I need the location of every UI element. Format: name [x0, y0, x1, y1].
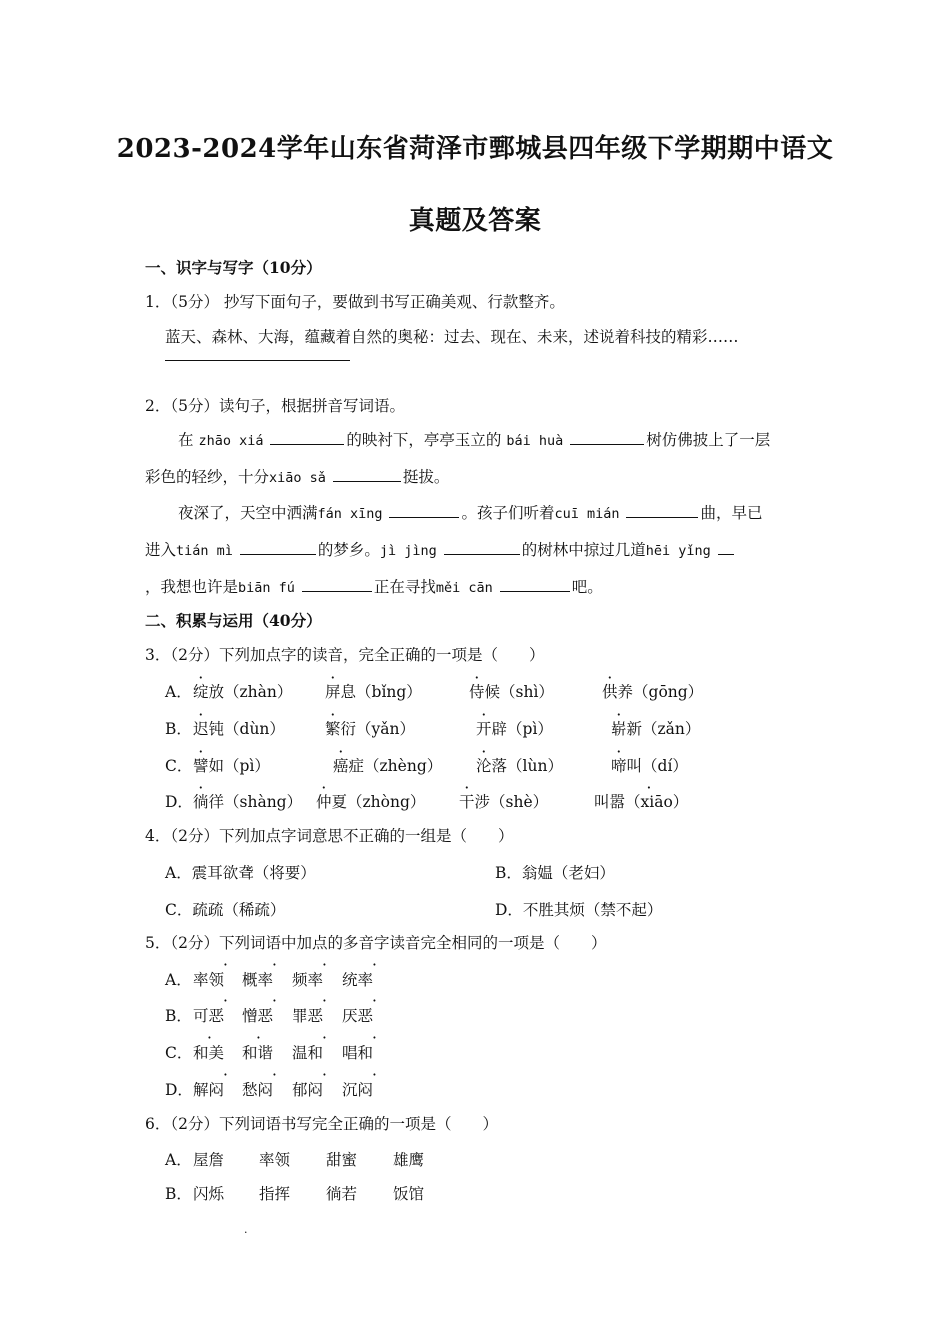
dot-mark: · — [322, 992, 327, 1010]
dotted-char: 沦 — [476, 757, 492, 775]
word-text: 新（zǎn） — [626, 720, 701, 738]
text: 夜深了，天空中洒满 — [178, 504, 318, 522]
word: 和美 — [193, 1044, 225, 1062]
q2-line-5 — [145, 577, 603, 598]
dot-mark: · — [207, 1029, 212, 1047]
dot-mark: · — [372, 956, 377, 974]
q2-stem: 2．（5分）读句子，根据拼音写词语。 — [145, 397, 405, 415]
pinyin: fán xīng — [317, 506, 383, 522]
q1-sentence: 蓝天、森林、大海，蕴藏着自然的奥秘：过去、现在、未来，述说着科技的精彩…… — [165, 328, 739, 346]
dotted-char: 啼 — [611, 757, 627, 775]
text: 曲，早已 — [700, 504, 763, 522]
dotted-char: 绽 — [193, 683, 209, 701]
text: 的树林中掠过几道 — [521, 541, 646, 559]
word: 统率 — [342, 971, 374, 989]
dot-mark: · — [372, 1066, 377, 1084]
word-text: 涉（shè） — [474, 793, 549, 811]
dot-mark: · — [223, 1066, 228, 1084]
dot-mark: · — [372, 1029, 377, 1047]
word-text: 徉（shàng） — [208, 793, 303, 811]
dotted-char: · 嚣（xiāo） — [610, 793, 689, 811]
word: 雄鹰 — [393, 1151, 425, 1169]
word: 和谐 — [242, 1044, 274, 1062]
answer-blank[interactable] — [389, 503, 459, 518]
word-text: 候（shì） — [484, 683, 554, 701]
dot-mark: · — [322, 956, 327, 974]
section-2-heading: 二、积累与运用（40分） — [145, 611, 322, 630]
dot-mark: · — [322, 1029, 327, 1047]
word-text: 钝（dùn） — [208, 720, 285, 738]
word: 郁闷 — [292, 1081, 324, 1099]
dot-mark: · — [223, 992, 228, 1010]
word: 概率 — [242, 971, 274, 989]
dotted-char: 侍 — [469, 683, 485, 701]
answer-blank[interactable] — [302, 577, 372, 592]
answer-blank[interactable] — [444, 540, 520, 555]
text: 。孩子们听着 — [461, 504, 555, 522]
dot-mark: · — [223, 956, 228, 974]
word-text: 辟（pì） — [491, 720, 553, 738]
word: 唱和 — [342, 1044, 374, 1062]
option-letter: A． — [165, 1151, 192, 1169]
word: 憎恶 — [242, 1007, 274, 1025]
text: 进入 — [145, 541, 177, 559]
dotted-char: 干 — [459, 793, 475, 811]
text: 在 — [178, 431, 194, 449]
text: 的梦乡。 — [317, 541, 380, 559]
word: 率领 — [259, 1151, 291, 1169]
option-letter: B． — [165, 720, 192, 738]
text: 的映衬下，亭亭玉立的 — [346, 431, 502, 449]
pinyin: zhāo xiá — [198, 433, 264, 449]
answer-blank[interactable] — [718, 540, 734, 555]
dotted-char: 繁 — [325, 720, 341, 738]
title-line-2: 真题及答案 — [408, 206, 542, 236]
answer-blank[interactable] — [333, 467, 401, 482]
dot-mark: · — [272, 992, 277, 1010]
q2-line-4 — [145, 540, 736, 561]
q4-option-b[interactable]: B．翁媪（老妇） — [495, 864, 615, 882]
dotted-char: 崭 — [611, 720, 627, 738]
q2-line-3 — [178, 503, 762, 524]
dotted-char: 供 — [602, 683, 618, 701]
q3-stem: 3．（2分）下列加点字的读音，完全正确的一项是（ ） — [145, 646, 545, 664]
dot-mark: · — [272, 956, 277, 974]
pinyin: měi cān — [435, 580, 493, 596]
q2-line-2 — [145, 467, 449, 488]
word-text: 叫（dí） — [626, 757, 688, 775]
option-letter: D． — [165, 1081, 193, 1099]
pinyin: bái huà — [506, 433, 564, 449]
answer-blank[interactable] — [270, 430, 344, 445]
text: 正在寻找 — [373, 578, 436, 596]
text: 吧。 — [571, 578, 603, 596]
word: 罪恶 — [292, 1007, 324, 1025]
word-text: 夏（zhòng） — [331, 793, 426, 811]
section-1-heading: 一、识字与写字（10分） — [145, 258, 322, 277]
text: ，我想也许是 — [145, 578, 239, 596]
dot-mark: · — [372, 992, 377, 1010]
word: 频率 — [292, 971, 324, 989]
word: 屋詹 — [193, 1151, 225, 1169]
word: 闪烁 — [193, 1185, 225, 1203]
dot-mark: · — [322, 1066, 327, 1084]
word: 饭馆 — [393, 1185, 425, 1203]
option-letter: A． — [165, 971, 192, 989]
word: 解闷 — [193, 1081, 225, 1099]
q4-option-a[interactable]: A．震耳欲聋（将要） — [165, 864, 316, 882]
word: 可恶 — [193, 1007, 225, 1025]
answer-blank[interactable] — [500, 577, 570, 592]
q6-stem: 6．（2分）下列词语书写完全正确的一项是（ ） — [145, 1115, 498, 1133]
word-text: 如（pì） — [208, 757, 270, 775]
dot-mark: · — [256, 1029, 261, 1047]
word: 沉闷 — [342, 1081, 374, 1099]
pinyin: jì jìng — [379, 543, 437, 559]
q2-line-1 — [178, 430, 770, 451]
word-text: 养（gōng） — [617, 683, 704, 701]
text: 树仿佛披上了一层 — [646, 431, 771, 449]
word-text: 症（zhèng） — [348, 757, 443, 775]
pinyin: cuī mián — [554, 506, 620, 522]
word: 徜若 — [326, 1185, 358, 1203]
title-line-1: 2023-2024学年山东省菏泽市鄄城县四年级下学期期中语文 — [116, 134, 834, 164]
dotted-char: 迟 — [193, 720, 209, 738]
word-text: 落（lùn） — [491, 757, 563, 775]
answer-blank[interactable] — [570, 430, 644, 445]
dotted-char: 仲 — [316, 793, 332, 811]
answer-blank[interactable] — [626, 503, 698, 518]
option-letter: C． — [165, 1044, 193, 1062]
pinyin: xiāo sǎ — [269, 470, 326, 486]
q4-option-d[interactable]: D．不胜其烦（禁不起） — [495, 901, 663, 919]
word-text: 息（bǐng） — [340, 683, 422, 701]
answer-blank[interactable] — [240, 540, 316, 555]
word: 指挥 — [259, 1185, 291, 1203]
option-letter: B． — [165, 1007, 192, 1025]
q4-option-c[interactable]: C．疏疏（稀疏） — [165, 901, 286, 919]
dotted-char: 开 — [476, 720, 492, 738]
option-letter: B． — [165, 1185, 192, 1203]
text: 挺拔。 — [402, 468, 450, 486]
word: 率领 — [193, 971, 225, 989]
dotted-char: 譬 — [193, 757, 209, 775]
word-text: 叫 — [594, 793, 610, 811]
pinyin: biān fú — [238, 580, 295, 596]
option-letter: C． — [165, 757, 193, 775]
q4-stem: 4．（2分）下列加点字词意思不正确的一组是（ ） — [145, 827, 514, 845]
dotted-char: 癌 — [333, 757, 349, 775]
word: 愁闷 — [242, 1081, 274, 1099]
option-letter: A． — [165, 683, 192, 701]
word: 温和 — [292, 1044, 324, 1062]
text: 彩色的轻纱，十分 — [145, 468, 270, 486]
dotted-char: 屏 — [325, 683, 341, 701]
q5-stem: 5．（2分）下列词语中加点的多音字读音完全相同的一项是（ ） — [145, 934, 607, 952]
pinyin: tián mì — [176, 543, 233, 559]
q1-stem: 1．（5分） 抄写下面句子，要做到书写正确美观、行款整齐。 — [145, 293, 565, 311]
word: 甜蜜 — [326, 1151, 358, 1169]
word-text: 放（zhàn） — [208, 683, 293, 701]
dot-mark: · — [272, 1066, 277, 1084]
footer-mark: . — [244, 1223, 248, 1236]
option-letter: D． — [165, 793, 193, 811]
q1-answer-line — [165, 360, 350, 361]
dotted-char: 徜 — [193, 793, 209, 811]
word-text: 衍（yǎn） — [340, 720, 415, 738]
pinyin: hēi yǐng — [645, 543, 711, 559]
word: 厌恶 — [342, 1007, 374, 1025]
